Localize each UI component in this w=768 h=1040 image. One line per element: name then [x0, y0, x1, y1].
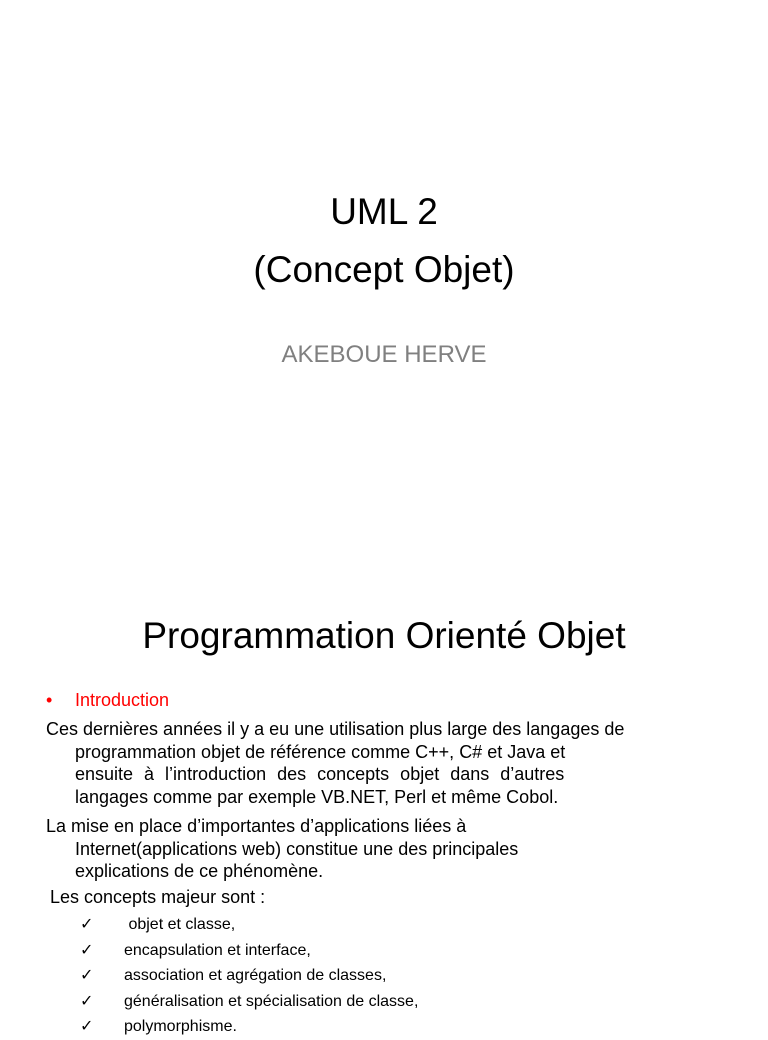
paragraph-line: Internet(applications web) constitue une des principales [75, 838, 519, 859]
list-item [80, 989, 418, 1015]
paragraph-line: La mise en place d’importantes d’applications liées à [46, 816, 467, 836]
bullet-dot-icon: • [46, 690, 53, 710]
content-slide-title: Programmation Orienté Objet [142, 615, 626, 656]
paragraph-line: programmation objet de référence comme C++, C# et Java et [75, 741, 566, 762]
check-icon: ✓ [80, 941, 94, 959]
list-item-text: encapsulation et interface, [124, 941, 311, 959]
check-icon: ✓ [80, 992, 94, 1010]
concepts-intro: Les concepts majeur sont : [50, 887, 266, 907]
list-item [80, 1014, 418, 1040]
list-item [80, 938, 418, 964]
check-icon: ✓ [80, 916, 94, 933]
slide-author: AKEBOUE HERVE [281, 341, 487, 368]
paragraph-line: langages comme par exemple VB.NET, Perl et même Cobol. [75, 786, 559, 807]
slide-title-line-1: UML 2 [330, 191, 438, 232]
content-slide [0, 576, 768, 1035]
concepts-list [80, 912, 418, 1040]
paragraph-line: explications de ce phénomène. [75, 861, 324, 881]
list-item-text: objet et classe, [124, 916, 236, 933]
paragraph-line: Ces dernières années il y a eu une utilisation plus large des langages de [46, 719, 625, 739]
slide-title-line-2: (Concept Objet) [253, 249, 515, 290]
check-icon: ✓ [80, 967, 94, 984]
paragraph-1 [46, 718, 726, 808]
list-item [80, 963, 418, 989]
list-item [80, 912, 418, 938]
bullet-heading-text: Introduction [75, 690, 170, 710]
bullet-heading [46, 689, 169, 712]
list-item-text: généralisation et spécialisation de classe, [124, 992, 419, 1010]
paragraph-2 [46, 815, 726, 883]
list-item-text: polymorphisme. [124, 1018, 237, 1035]
list-item-text: association et agrégation de classes, [124, 967, 387, 984]
paragraph-line: ensuite à l’introduction des concepts objet dans d’autres [75, 764, 565, 784]
check-icon: ✓ [80, 1018, 94, 1035]
